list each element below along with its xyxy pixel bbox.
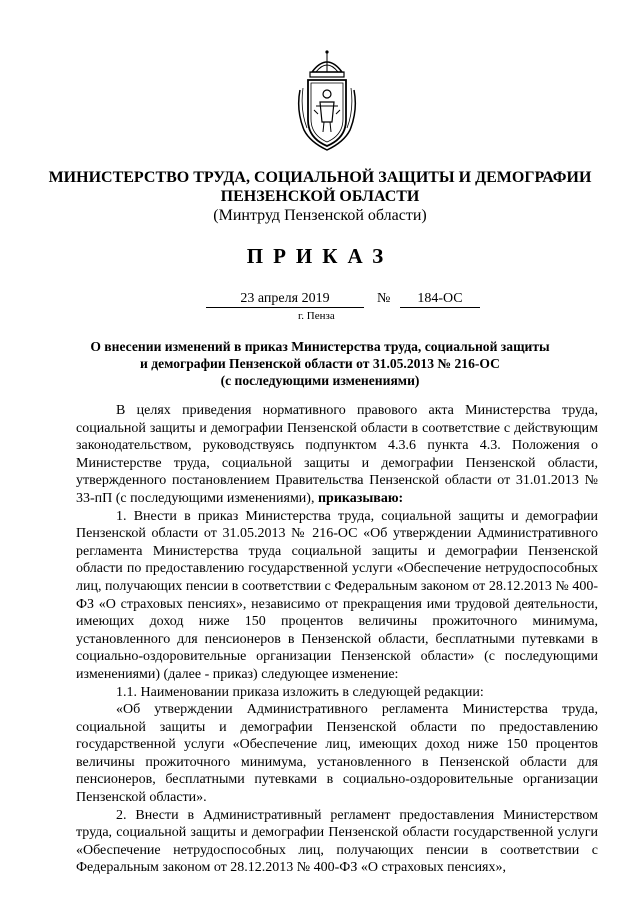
clause-1-1-paragraph: 1.1. Наименовании приказа изложить в следующей редакции: (116, 684, 484, 700)
city-name: г. Пенза (298, 310, 335, 322)
coat-of-arms-emblem (296, 50, 358, 152)
title-line1: О внесении изменений в приказ Министерства труда, социальной защиты (90, 339, 550, 354)
ministry-name-line2: ПЕНЗЕНСКОЙ ОБЛАСТИ (220, 188, 420, 205)
preamble-paragraph (76, 402, 598, 508)
order-body (76, 402, 598, 877)
order-number: 184-ОС (400, 291, 480, 308)
order-title (60, 338, 580, 389)
preamble-text: В целях приведения нормативного правового акта Министерства труда, социальной защиты и демографии Пензенской области в соответствие с действующим законодательством, руководствуясь подпунктом 4.3.6 пункта 4.3. Положения о Министерстве труда, социальной защиты и демографии Пензенской области, утвержденного постановлением Правительства Пензенской области от 31.01.2013 № 33-пП (с последующими изменениями), (76, 403, 598, 506)
ministry-name-line1: МИНИСТЕРСТВО ТРУДА, СОЦИАЛЬНОЙ ЗАЩИТЫ И ДЕМОГРАФИИ (48, 169, 592, 186)
order-keyword: приказываю: (317, 490, 404, 506)
title-line2: и демографии Пензенской области от 31.05.2013 № 216-ОС (140, 356, 500, 371)
document-type-heading: ПРИКАЗ (246, 244, 394, 268)
ministry-short-name: (Минтруд Пензенской области) (213, 207, 427, 224)
clause-2-paragraph: 2. Внести в Административный регламент предоставления Министерством труда, социальной защиты и демографии Пензенской области государственной услуги «Обеспечение нетрудоспособных лиц, получающих пенсии в соответствии с Федеральным законом от 28.12.2013 № 400-ФЗ «О страховых пенсиях», (76, 807, 598, 876)
order-date: 23 апреля 2019 (206, 291, 364, 308)
clause-1-paragraph: 1. Внести в приказ Министерства труда, социальной защиты и демографии Пензенской области от 31.05.2013 № 216-ОС «Об утверждении Административного регламента Министерства труда социальной защиты и демографии Пензенской области по предоставлению государственной услуги «Обеспечение нетрудоспособных лиц, получающих пенсии в соответствии с Федеральным законом от 28.12.2013 № 400-ФЗ «О страховых пенсиях», независимо от прекращения ими трудовой деятельности, имеющих доход ниже 150 процентов величины прожиточного минимума, установленного для пенсионеров в Пензенской области, бесплатными путевками в социально-оздоровительные организации Пензенской области» (с последующими изменениями) (далее - приказ) следующее изменение: (76, 508, 598, 682)
new-title-quote-paragraph: «Об утверждении Административного регламента Министерства труда, социальной защиты и демографии Пензенской области по предоставлению государственной услуги «Обеспечение лиц, имеющих доход ниже 150 процентов величины прожиточного минимума, установленного в Пензенской области для пенсионеров, бесплатными путевками в социально-оздоровительные организации Пензенской области». (76, 702, 598, 806)
title-line3: (с последующими изменениями) (220, 373, 420, 388)
number-sign: № (377, 291, 391, 306)
